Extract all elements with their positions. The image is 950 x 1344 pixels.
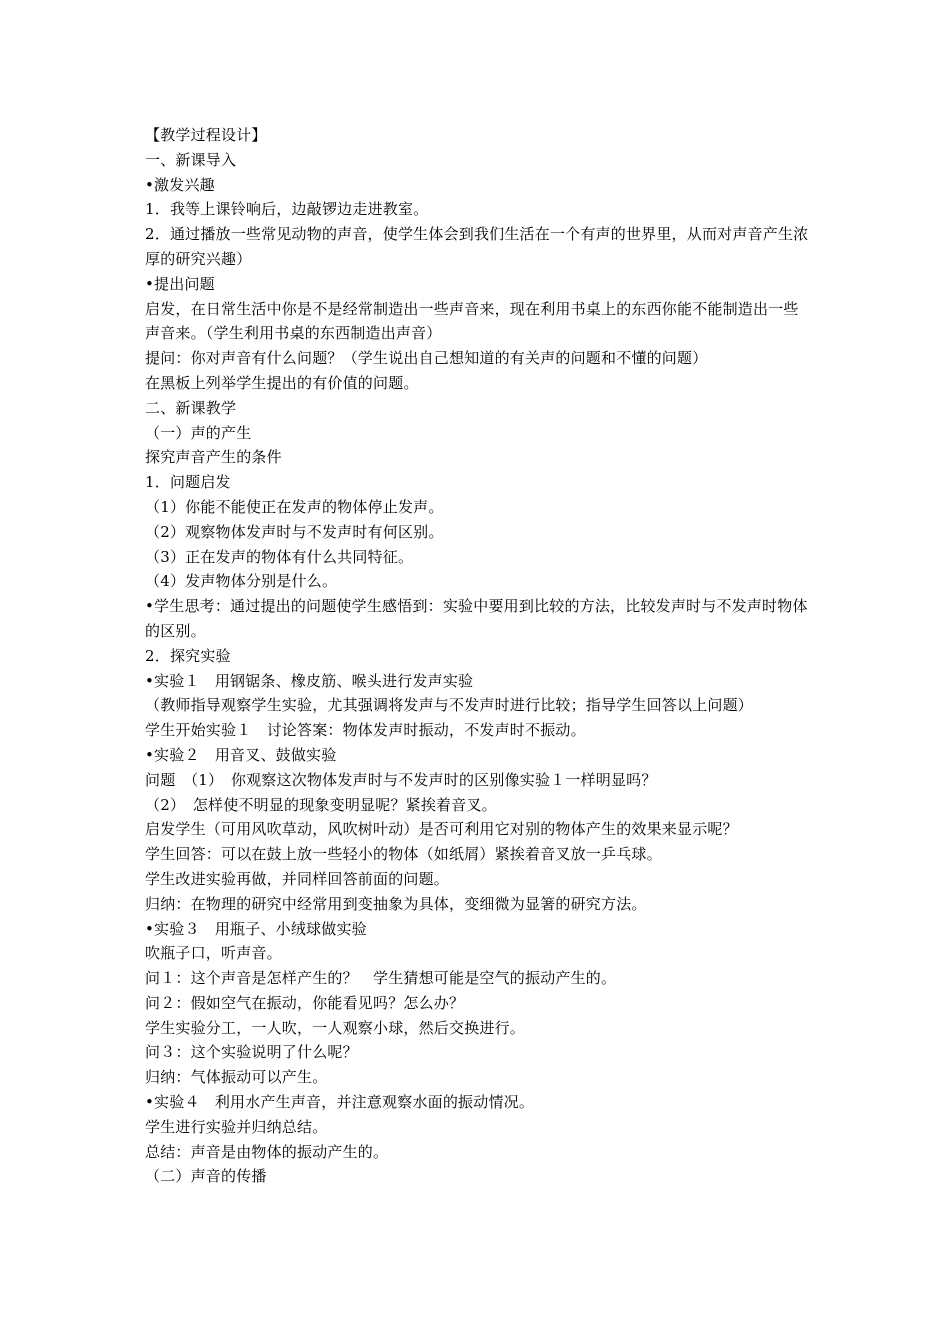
paragraph: 学生实验分工，一人吹，一人观察小球，然后交换进行。 (145, 1018, 526, 1037)
heading-intro: 一、新课导入 (145, 150, 237, 169)
bullet-heading: •激发兴趣 (145, 175, 215, 194)
bullet-heading: •提出问题 (145, 274, 215, 293)
paragraph: 1．我等上课铃响后，边敲锣边走进教室。 (145, 200, 429, 219)
subheading: （二）声音的传播 (145, 1167, 267, 1186)
document-body (145, 123, 810, 1189)
paragraph: 学生开始实验１ 讨论答案：物体发声时振动，不发声时不振动。 (145, 721, 586, 740)
paragraph: 问２：假如空气在振动，你能看见吗？怎么办？ (145, 993, 465, 1012)
bullet-paragraph: •实验３ 用瓶子、小绒球做实验 (145, 919, 367, 938)
paragraph: 学生改进实验再做，并同样回答前面的问题。 (145, 869, 450, 888)
paragraph: 2．探究实验 (145, 646, 231, 665)
paragraph: 归纳：在物理的研究中经常用到变抽象为具体，变细微为显箸的研究方法。 (145, 894, 647, 913)
bullet-paragraph: •学生思考：通过提出的问题使学生感悟到：实验中要用到比较的方法，比较发声时与不发声时物体的区别。 (145, 597, 808, 640)
paragraph: 2．通过播放一些常见动物的声音，使学生体会到我们生活在一个有声的世界里，从而对声音产生浓厚的研究兴趣） (145, 225, 809, 268)
paragraph: （2） 怎样使不明显的现象变明显呢？紧挨着音叉。 (145, 795, 497, 814)
paragraph: 问１：这个声音是怎样产生的？ 学生猜想可能是空气的振动产生的。 (145, 969, 617, 988)
paragraph: 学生回答：可以在鼓上放一些轻小的物体（如纸屑）紧挨着音叉放一乒乓球。 (145, 845, 662, 864)
list-item: （2）观察物体发声时与不发声时有何区别。 (145, 522, 444, 541)
bullet-paragraph: •实验４ 利用水产生声音，并注意观察水面的振动情况。 (145, 1093, 535, 1112)
bullet-paragraph: •实验１ 用钢锯条、橡皮筋、喉头进行发声实验 (145, 671, 474, 690)
list-item: （1）你能不能使正在发声的物体停止发声。 (145, 497, 444, 516)
paragraph: 在黑板上列举学生提出的有价值的问题。 (145, 373, 419, 392)
subheading: （一）声的产生 (145, 423, 252, 442)
paragraph: 提问：你对声音有什么问题？（学生说出自己想知道的有关声的问题和不懂的问题） (145, 349, 708, 368)
paragraph: 归纳：气体振动可以产生。 (145, 1068, 328, 1087)
paragraph: 启发，在日常生活中你是不是经常制造出一些声音来，现在利用书桌上的东西你能不能制造出一些声音来。（学生利用书桌的东西制造出声音） (145, 299, 799, 343)
bullet-paragraph: •实验２ 用音叉、鼓做实验 (145, 745, 337, 764)
paragraph: 1．问题启发 (145, 473, 231, 492)
heading-new-lesson: 二、新课教学 (145, 398, 237, 417)
section-heading: 【教学过程设计】 (145, 126, 267, 144)
paragraph: （教师指导观察学生实验，尤其强调将发声与不发声时进行比较；指导学生回答以上问题） (145, 696, 754, 715)
paragraph: 探究声音产生的条件 (145, 448, 282, 467)
paragraph: 总结：声音是由物体的振动产生的。 (145, 1142, 389, 1161)
list-item: （3）正在发声的物体有什么共同特征。 (145, 547, 414, 566)
paragraph: 学生进行实验并归纳总结。 (145, 1117, 328, 1136)
paragraph: 问３：这个实验说明了什么呢？ (145, 1043, 358, 1062)
list-item: （4）发声物体分别是什么。 (145, 572, 338, 591)
paragraph: 吹瓶子口，听声音。 (145, 944, 282, 963)
paragraph: 启发学生（可用风吹草动，风吹树叶动）是否可利用它对别的物体产生的效果来显示呢？ (145, 820, 738, 839)
paragraph: 问题 （1） 你观察这次物体发声时与不发声时的区别像实验１一样明显吗？ (145, 770, 657, 789)
